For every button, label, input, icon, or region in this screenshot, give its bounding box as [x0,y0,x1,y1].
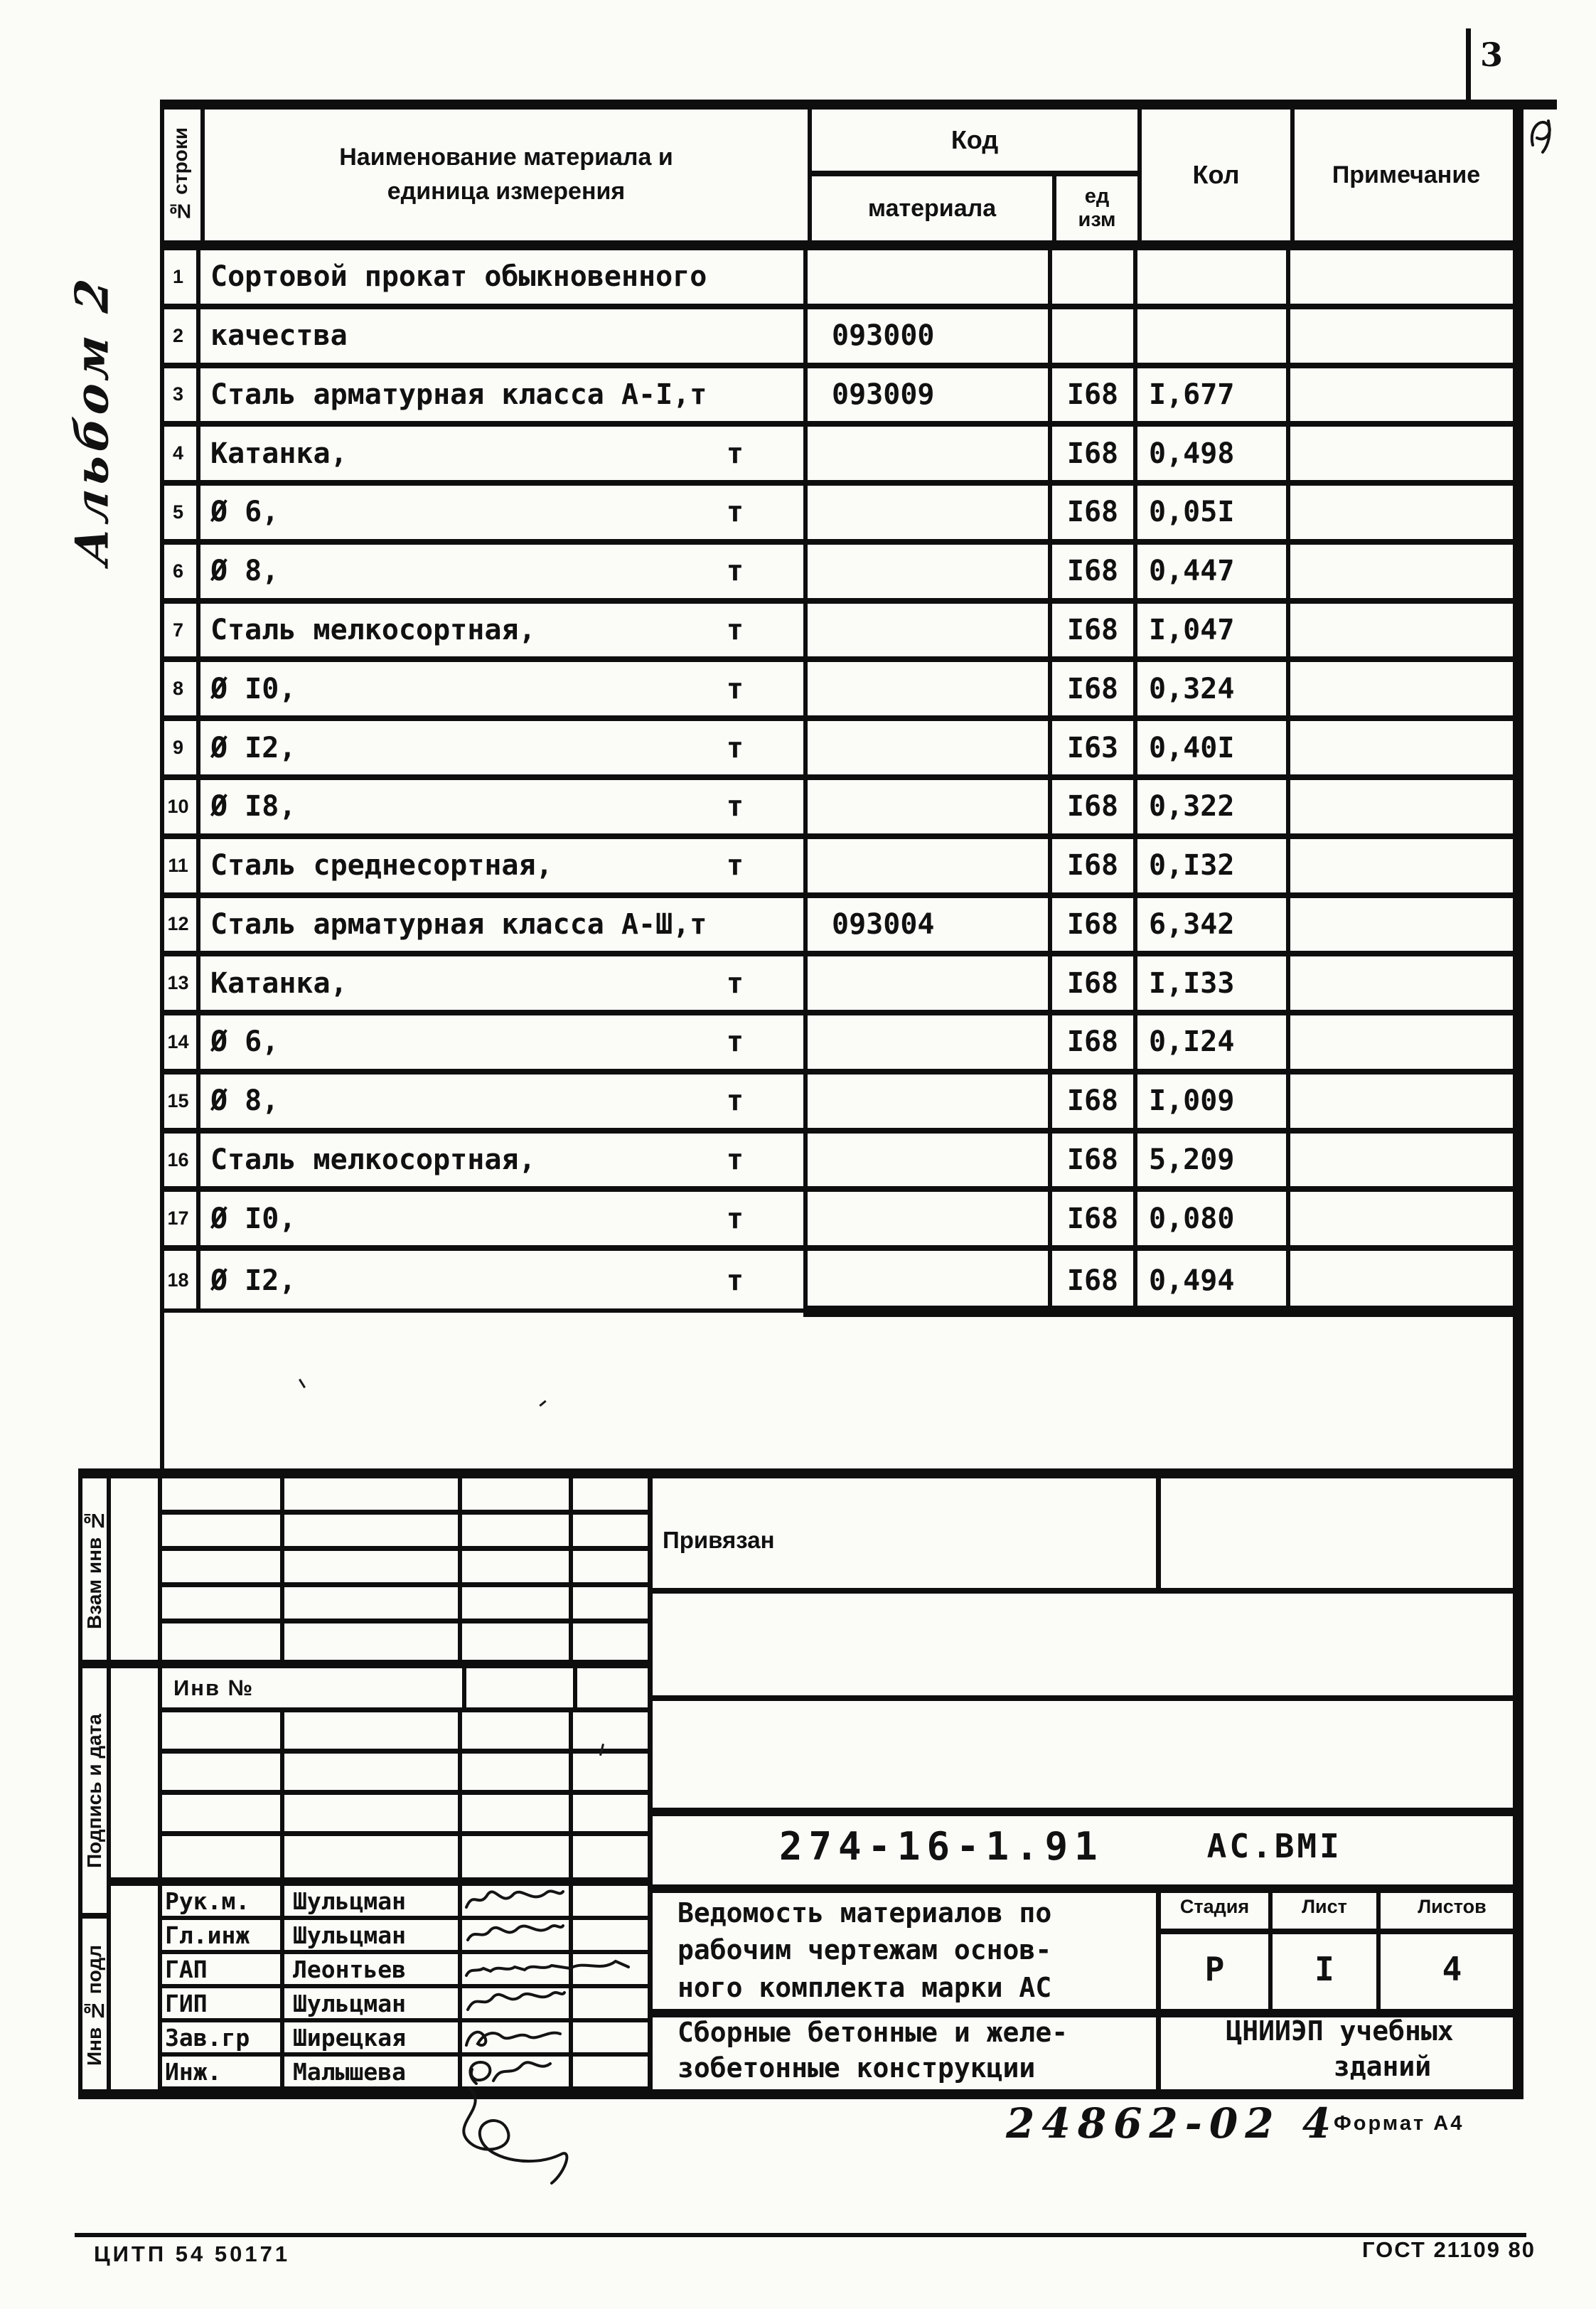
note-cell [1290,250,1518,304]
material-name-text: Ø 8, [210,555,279,588]
table-row [160,721,1518,780]
scan-edge-curl [1526,112,1561,162]
material-name-cell [200,486,808,539]
material-name-cell [200,956,808,1010]
inventory-number-row: Инв № [173,1675,255,1700]
note-cell [1290,662,1518,715]
signature-flourish [427,2084,611,2197]
revision-grid-cell [573,1836,648,1877]
unit-code-cell: I68 [1052,839,1137,892]
quantity-cell: I,047 [1137,604,1290,657]
table-body [160,250,1518,1310]
revision-grid-cell [284,1754,462,1790]
signature-role: Зав.гр [158,2022,284,2052]
material-name-text: Ø 6, [210,1025,279,1059]
revision-grid-row [158,1515,648,1551]
stage-label: Стадия [1179,1895,1250,1917]
row-number-cell: 4 [160,427,200,480]
table-top-border [160,100,1557,110]
scan-speck [539,1400,546,1407]
signature-scribble [462,1920,573,1950]
side-label-inv-podl: Инв № подл [83,1944,105,2066]
row-number-cell: 3 [160,368,200,422]
note-cell [1290,1074,1518,1128]
code-subheader-line [808,171,1137,176]
row-number-cell: 13 [160,956,200,1010]
quantity-cell: 0,447 [1137,545,1290,598]
revision-grid-cell [573,1515,648,1546]
table-row [160,839,1518,898]
quantity-cell: I,677 [1137,368,1290,422]
revision-grid-cell [573,1795,648,1831]
quantity-cell: 0,324 [1137,662,1290,715]
table-row [160,368,1518,427]
material-name-cell [200,1015,808,1069]
privyazan-label: Привязан [663,1527,775,1553]
signature-name: Леонтьев [284,1954,462,1984]
revision-grid-cell [284,1712,462,1749]
signature-name: Шульцман [284,1920,462,1950]
row-number-cell: 10 [160,780,200,833]
table-row [160,427,1518,486]
unit-code-cell: I68 [1052,1015,1137,1069]
table-row [160,1015,1518,1074]
material-code-cell [808,1251,1052,1310]
material-name-text: качества [210,319,348,353]
material-code-cell [808,1074,1052,1128]
signature-scribble [462,1886,573,1916]
signature-name: Малышева [284,2057,462,2086]
row-number-cell: 18 [160,1251,200,1310]
material-code-cell: 093000 [808,309,1052,363]
footer-print-code: ЦИТП 54 50171 [94,2241,291,2266]
col-header-material-code: материала [867,194,997,222]
material-name-text: Сталь арматурная класса А-Ш,т [210,907,707,941]
revision-grid-cell [462,1712,573,1749]
table-row [160,309,1518,368]
page-number: 3 [1480,36,1504,74]
col-header-material-name: Наименование материала и единица измерения [339,144,673,205]
stamp-handwritten-number: 24862-02 4 [1006,2099,1339,2148]
footer-rule [75,2233,1526,2237]
material-name-cell [200,1251,808,1310]
row-number-cell: 12 [160,898,200,951]
scan-speck [299,1379,306,1388]
row-number-cell: 15 [160,1074,200,1128]
revision-grid-cell [462,1836,573,1877]
material-code-cell [808,1192,1052,1245]
revision-grid-cell [284,1551,462,1582]
material-name-cell [200,780,808,833]
unit-code-cell: I68 [1052,1251,1137,1310]
revision-grid-cell [158,1754,284,1790]
revision-grid-cell [158,1795,284,1831]
table-row [160,1251,1518,1310]
signature-date-cell [573,1988,648,2018]
material-code-cell [808,1134,1052,1187]
document-object: Сборные бетонные и желе- зобетонные конструкции [678,2017,1069,2084]
note-cell [1290,898,1518,951]
material-name-cell [200,427,808,480]
unit-code-cell: I68 [1052,604,1137,657]
table-row [160,1192,1518,1251]
signature-date-cell [573,1954,648,1984]
unit-code-cell: I68 [1052,1192,1137,1245]
material-name-text: Ø I2, [210,731,296,764]
note-cell [1290,486,1518,539]
section-line [78,1660,653,1668]
material-name-text: Ø 6, [210,496,279,529]
table-row [160,956,1518,1015]
side-strip-divider [107,1468,111,2099]
signature-scribble [462,2057,573,2086]
signature-role: ГАП [158,1954,284,1984]
row-number-cell: 6 [160,545,200,598]
titleblock-top-border [78,1468,1523,1478]
signature-scribble [462,1988,573,2018]
organization-name: ЦНИИЭП учебных зданий [1226,2015,1454,2082]
material-code-cell [808,1015,1052,1069]
signature-role: Рук.м. [158,1886,284,1916]
revision-grid-row [158,1551,648,1587]
revision-grid-cell [158,1551,284,1582]
note-cell [1290,721,1518,774]
quantity-cell: 0,40I [1137,721,1290,774]
material-name-text: Сталь мелкосортная, [210,614,536,647]
unit-code-cell: I68 [1052,368,1137,422]
table-row [160,780,1518,839]
quantity-cell: 6,342 [1137,898,1290,951]
titleblock-bottom-border [78,2089,1523,2099]
material-code-cell [808,721,1052,774]
revision-grid-cell [158,1712,284,1749]
revision-grid-cell [462,1478,573,1510]
quantity-cell: 5,209 [1137,1134,1290,1187]
quantity-cell: 0,05I [1137,486,1290,539]
material-name-cell [200,250,808,304]
material-name-text: Ø I0, [210,672,296,705]
unit-code-cell: I68 [1052,956,1137,1010]
material-name-cell [200,721,808,774]
sheet-value: I [1314,1949,1334,1988]
material-code-cell: 093004 [808,898,1052,951]
material-unit-text: т [726,1084,744,1118]
revision-grid-row [158,1478,648,1515]
revision-grid-cell [573,1478,648,1510]
side-label-vzam: Взам инв № [83,1509,105,1629]
table-row [160,1134,1518,1193]
material-name-cell [200,309,808,363]
unit-code-cell: I68 [1052,1074,1137,1128]
material-unit-text: т [726,1264,744,1297]
revision-grid-cell [462,1515,573,1546]
row-number-cell: 5 [160,486,200,539]
signature-row [158,1988,648,2022]
revision-grid-row [158,1795,648,1836]
quantity-cell: 0,498 [1137,427,1290,480]
signature-name: Шульцман [284,1886,462,1916]
inv-row-underline [158,1707,653,1712]
table-header-separator [160,240,1518,250]
unit-code-cell: I68 [1052,486,1137,539]
strip-cell-divider [78,1913,111,1919]
revision-grid-cell [284,1478,462,1510]
quantity-cell: 0,I32 [1137,839,1290,892]
document-mark: АС.ВМI [1206,1827,1342,1865]
note-cell [1290,780,1518,833]
revision-grid-cell [462,1587,573,1619]
revision-grid-row [158,1623,648,1660]
material-name-cell [200,368,808,422]
row-number-cell: 17 [160,1192,200,1245]
material-name-text: Сталь среднесортная, [210,849,553,882]
revision-grid-row [158,1836,648,1877]
row-number-cell: 11 [160,839,200,892]
signature-row [158,1886,648,1920]
row-number-cell: 14 [160,1015,200,1069]
material-unit-text: т [726,849,744,882]
revision-grid-lower [158,1712,648,1877]
signature-row [158,1920,648,1954]
sheet-label: Лист [1302,1895,1347,1917]
col-header-code-group: Код [950,125,999,154]
material-code-cell [808,662,1052,715]
material-code-cell [808,427,1052,480]
row-number-cell: 1 [160,250,200,304]
page-corner-tick [1466,28,1471,101]
signature-date-cell [573,1920,648,1950]
signature-scribble [462,2022,573,2052]
document-code: 274-16-1.91 [779,1823,1104,1869]
revision-grid-cell [284,1587,462,1619]
stage-value: Р [1204,1949,1225,1988]
material-code-cell [808,486,1052,539]
quantity-cell: 0,080 [1137,1192,1290,1245]
unit-code-cell: I68 [1052,1134,1137,1187]
format-label: Формат А4 [1334,2112,1464,2135]
quantity-cell: I,009 [1137,1074,1290,1128]
unit-code-cell: I68 [1052,898,1137,951]
quantity-cell [1137,250,1290,304]
table-row [160,604,1518,663]
right-row-line [648,1695,1523,1701]
revision-grid-cell [573,1623,648,1660]
note-cell [1290,956,1518,1010]
revision-grid-cell [462,1754,573,1790]
material-name-cell [200,898,808,951]
material-unit-text: т [726,672,744,705]
signature-role: ГИП [158,1988,284,2018]
table-row [160,486,1518,545]
note-cell [1290,309,1518,363]
row-number-cell: 16 [160,1134,200,1187]
table-row [160,898,1518,957]
revision-grid-cell [573,1551,648,1582]
material-unit-text: т [726,555,744,588]
side-label-podpis: Подпись и дата [83,1713,105,1868]
revision-grid-cell [573,1587,648,1619]
material-code-cell [808,839,1052,892]
quantity-cell: 0,I24 [1137,1015,1290,1069]
revision-grid-cell [158,1623,284,1660]
signature-name: Ширецкая [284,2022,462,2052]
footer-gost-code: ГОСТ 21109 80 [1362,2237,1536,2262]
note-cell [1290,427,1518,480]
left-connector-line [160,1317,164,1468]
material-code-cell [808,604,1052,657]
signature-row [158,2022,648,2057]
revision-grid-cell [462,1551,573,1582]
signature-date-cell [573,1886,648,1916]
col-header-row-number: № строки [168,127,191,223]
table-row [160,250,1518,309]
material-name-text: Ø I8, [210,790,296,823]
col-header-note: Примечание [1332,161,1481,188]
material-unit-text: т [726,790,744,823]
row-number-cell: 8 [160,662,200,715]
revision-grid-cell [284,1836,462,1877]
material-name-cell [200,662,808,715]
revision-grid-cell [284,1795,462,1831]
signature-table [158,1886,648,2089]
unit-code-cell: I68 [1052,780,1137,833]
revision-grid-row [158,1712,648,1754]
right-row-line [648,1588,1523,1594]
row-number-cell: 7 [160,604,200,657]
material-name-text: Сталь арматурная класса А-I,т [210,378,707,411]
table-row [160,1074,1518,1134]
note-cell [1290,839,1518,892]
material-code-cell [808,956,1052,1010]
material-unit-text: т [726,1143,744,1177]
unit-code-cell: I68 [1052,427,1137,480]
table-row [160,545,1518,604]
material-name-cell [200,545,808,598]
material-code-cell [808,545,1052,598]
material-name-text: Катанка, [210,437,348,470]
material-unit-text: т [726,437,744,470]
material-unit-text: т [726,966,744,1000]
signature-role: Гл.инж [158,1920,284,1950]
album-handwritten-label: Альбом 2 [65,271,119,568]
material-name-text: Ø I2, [210,1264,296,1297]
material-code-cell [808,780,1052,833]
revision-grid-row [158,1754,648,1795]
revision-grid-cell [158,1587,284,1619]
right-column-divider [1156,1474,1161,1588]
material-name-text: Сталь мелкосортная, [210,1143,536,1177]
row-number-cell: 9 [160,721,200,774]
unit-code-cell [1052,309,1137,363]
material-name-cell [200,1134,808,1187]
col-header-unit: ед изм [1078,184,1116,231]
revision-grid-row [158,1587,648,1623]
note-cell [1290,1192,1518,1245]
revision-grid-upper [158,1478,648,1660]
material-name-cell [200,1074,808,1128]
signature-date-cell [573,2057,648,2086]
revision-grid-cell [158,1515,284,1546]
material-name-text: Ø I0, [210,1202,296,1235]
revision-grid-cell [462,1623,573,1660]
signature-role: Инж. [158,2057,284,2086]
col-header-quantity: Кол [1192,160,1240,189]
material-name-text: Сортовой прокат обыкновенного [210,260,707,294]
row-number-cell: 2 [160,309,200,363]
document-subject: Ведомость материалов по рабочим чертежам основ- ного комплекта марки АС [678,1897,1052,2003]
note-cell [1290,1134,1518,1187]
title-block [78,1468,1523,2099]
signature-scribble [462,1954,573,1984]
material-name-text: Катанка, [210,966,348,1000]
material-name-cell [200,839,808,892]
note-cell [1290,368,1518,422]
quantity-cell [1137,309,1290,363]
note-cell [1290,604,1518,657]
revision-grid-cell [573,1754,648,1790]
table-row [160,662,1518,721]
sheets-value: 4 [1442,1949,1462,1988]
revision-grid-cell [462,1795,573,1831]
note-cell [1290,1251,1518,1310]
signature-row [158,1954,648,1988]
material-unit-text: т [726,1202,744,1235]
sheets-label: Листов [1418,1895,1487,1917]
material-code-cell [808,250,1052,304]
revision-grid-cell [284,1623,462,1660]
material-unit-text: т [726,731,744,764]
material-unit-text: т [726,614,744,647]
material-unit-text: т [726,1025,744,1059]
revision-grid-cell [284,1515,462,1546]
material-unit-text: т [726,496,744,529]
revision-grid-cell [158,1836,284,1877]
material-name-text: Ø 8, [210,1084,279,1118]
unit-code-cell: I68 [1052,662,1137,715]
material-name-cell [200,1192,808,1245]
note-cell [1290,545,1518,598]
unit-code-cell: I63 [1052,721,1137,774]
signature-date-cell [573,2022,648,2052]
revision-grid-cell [573,1712,648,1749]
revision-grid-cell [158,1478,284,1510]
quantity-cell: 0,322 [1137,780,1290,833]
section-line [107,1877,653,1886]
material-code-cell: 093009 [808,368,1052,422]
materials-table [160,100,1518,1317]
material-name-cell [200,604,808,657]
unit-code-cell: I68 [1052,545,1137,598]
signature-name: Шульцман [284,1988,462,2018]
quantity-cell: 0,494 [1137,1251,1290,1310]
unit-code-cell [1052,250,1137,304]
quantity-cell: I,I33 [1137,956,1290,1010]
document-number-row [648,1808,1523,1884]
note-cell [1290,1015,1518,1069]
